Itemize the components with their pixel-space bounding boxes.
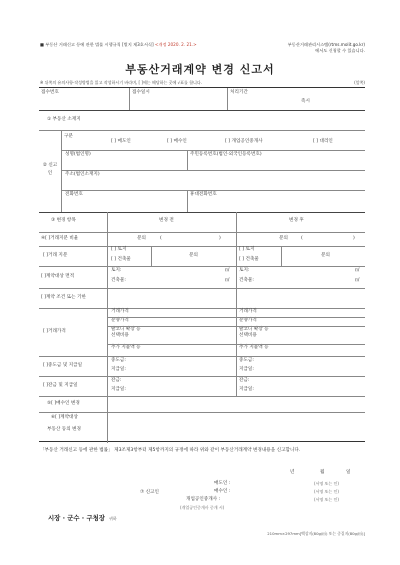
share-after-fraction: 분의 xyxy=(321,253,330,258)
receipt-number-label: 접수번호 xyxy=(41,90,59,95)
share-before-building-checkbox[interactable]: [ ] 건축물 xyxy=(111,257,131,262)
page-side: (앞쪽) xyxy=(354,80,365,85)
seller-signature-field[interactable]: (서명 또는 인) xyxy=(314,481,339,486)
transaction-share-label: [ ]거래 지분 xyxy=(43,253,68,258)
broker-signature-field[interactable]: (서명 또는 인) xyxy=(314,497,339,502)
area-after-building: 건축물: xyxy=(239,278,254,283)
after-change-header: 변경 후 xyxy=(289,218,304,223)
system-url: 부동산거래관리시스템(rtms.molit.go.kr) xyxy=(287,42,365,47)
property-change-label: ⑥[ ]계약대상 xyxy=(51,415,78,420)
mobile-label: 휴대전화번호 xyxy=(190,192,217,197)
share-ratio-after-fraction: 분의 xyxy=(279,236,288,241)
area-after-land-unit: ㎡ xyxy=(355,268,360,273)
system-note xyxy=(288,42,365,54)
paper-size-note: 210mm×297mm[백상지(80g/㎡) 또는 중질지(80g/㎡)] xyxy=(267,531,365,536)
price-after-sale: 분양가격 xyxy=(239,318,257,323)
price-after-additional: 추가 지불액 등 xyxy=(239,345,269,350)
price-after-option: 선택비용 xyxy=(239,333,257,338)
signers-label: ⑦ 신고인 xyxy=(140,490,159,495)
price-before-additional: 추가 지불액 등 xyxy=(111,345,141,350)
property-change-label-2: 부동산 등의 변경 xyxy=(47,427,81,432)
broker-sign-note: (개업공인중개사 중개 시) xyxy=(180,505,225,510)
price-after-transaction: 거래가격 xyxy=(239,309,257,314)
price-before-balcony: 발코니 확장 등 xyxy=(111,327,141,332)
date-day: 일 xyxy=(346,470,351,475)
balance-before-date: 지급일: xyxy=(111,387,126,392)
property-location-label: ① 부동산 소재지 xyxy=(47,117,81,122)
address-label: 주소(법인소재지) xyxy=(65,172,100,177)
price-after-balcony: 발코니 확장 등 xyxy=(239,327,269,332)
share-ratio-before-paren-close: ) xyxy=(219,236,221,241)
share-ratio-label: ④[ ]거래지분 비율 xyxy=(41,236,79,241)
form-title: 부동산거래계약 변경 신고서 xyxy=(125,63,275,76)
price-before-transaction: 거래가격 xyxy=(111,309,129,314)
share-after-land-checkbox[interactable]: [ ] 토지 xyxy=(239,247,255,252)
seller-sign-label: 매도인 : xyxy=(214,481,231,486)
change-items-label: ③ 변경 항목 xyxy=(51,218,76,223)
interim-before-date: 지급일: xyxy=(111,367,126,372)
checkbox-buyer[interactable]: [ ] 매수인 xyxy=(167,139,187,144)
area-before-land-unit: ㎡ xyxy=(225,268,230,273)
checkbox-seller[interactable]: [ ] 매도인 xyxy=(111,139,131,144)
area-before-land: 토지: xyxy=(111,268,122,273)
processing-period-label: 처리기간 xyxy=(230,90,248,95)
balance-payment-label: [ ]잔금 및 지급일 xyxy=(43,383,78,388)
price-before-option: 선택비용 xyxy=(111,333,129,338)
date-year: 년 xyxy=(290,470,295,475)
before-change-header: 변경 전 xyxy=(159,218,174,223)
area-before-building-unit: ㎡ xyxy=(225,278,230,283)
area-after-building-unit: ㎡ xyxy=(355,278,360,283)
share-before-land-checkbox[interactable]: [ ] 토지 xyxy=(111,247,127,252)
area-before-building: 건축물: xyxy=(111,278,126,283)
interim-after-amount: 중도금: xyxy=(239,358,254,363)
law-text: ■ 부동산 거래신고 등에 관한 법률 시행규칙 [별지 제3호서식] xyxy=(40,42,154,47)
share-ratio-after-paren-open: ( xyxy=(301,236,303,241)
buyer-sign-label: 매수인 : xyxy=(214,489,231,494)
interim-before-amount: 중도금: xyxy=(111,358,126,363)
declarant-section-label: ② 신고인 xyxy=(42,163,58,176)
contract-conditions-label: [ ]계약 조건 또는 기한 xyxy=(41,295,86,300)
balance-before-amount: 잔금: xyxy=(111,378,122,383)
share-ratio-before-paren-open: ( xyxy=(160,236,162,241)
date-month: 월 xyxy=(320,470,325,475)
interim-payment-label: [ ]중도금 및 지급일 xyxy=(43,363,83,368)
balance-after-amount: 잔금: xyxy=(239,378,250,383)
revision-date: <개정 2020. 2. 21.> xyxy=(154,42,197,47)
area-after-land: 토지: xyxy=(239,268,250,273)
balance-after-date: 지급일: xyxy=(239,387,254,392)
share-after-building-checkbox[interactable]: [ ] 건축물 xyxy=(239,257,259,262)
declaration-statement: 「부동산 거래신고 등에 관한 법률」 제3조제3항부터 제5항까지의 규정에 따라 위와 같이 부동산거래계약 변경내용을 신고합니다. xyxy=(40,448,301,453)
share-ratio-after-paren-close: ) xyxy=(353,236,355,241)
law-reference xyxy=(40,42,197,48)
receipt-date-label: 접수일시 xyxy=(132,90,150,95)
contract-area-label: [ ]계약대상 면적 xyxy=(41,274,75,279)
phone-label: 전화번호 xyxy=(65,192,83,197)
note-text: ※ 뒤쪽의 유의사항·작성방법을 읽고 작성하시기 바라며, [ ]에는 해당하는 곳에 √표를 합니다. xyxy=(40,80,203,85)
addressee xyxy=(48,513,117,522)
checkbox-agent[interactable]: [ ] 대리인 xyxy=(313,139,333,144)
buyer-change-label: ⑤[ ]매수인 변경 xyxy=(47,401,80,406)
share-before-fraction: 분의 xyxy=(189,253,198,258)
checkbox-broker[interactable]: [ ] 개업공인중개사 xyxy=(225,139,263,144)
system-note-2: 에서도 신청할 수 있습니다. xyxy=(315,48,365,53)
interim-after-date: 지급일: xyxy=(239,367,254,372)
id-number-label: 주민등록번호(법인·외국인등록번호) xyxy=(190,152,262,157)
buyer-signature-field[interactable]: (서명 또는 인) xyxy=(314,489,339,494)
addressee-title: 시장 · 군수 · 구청장 xyxy=(48,514,105,522)
transaction-price-label: [ ]거래가격 xyxy=(43,329,66,334)
price-before-sale: 분양가격 xyxy=(111,318,129,323)
form-table xyxy=(39,87,365,442)
broker-sign-label: 개업공인중개사 : xyxy=(186,497,221,502)
name-label: 성명(법인명) xyxy=(65,152,91,157)
category-label: 구분 xyxy=(64,134,73,139)
processing-period-value: 즉시 xyxy=(301,99,310,104)
share-ratio-before-fraction: 분의 xyxy=(137,236,146,241)
addressee-suffix: 귀하 xyxy=(108,516,117,521)
instructions-note xyxy=(40,80,365,86)
